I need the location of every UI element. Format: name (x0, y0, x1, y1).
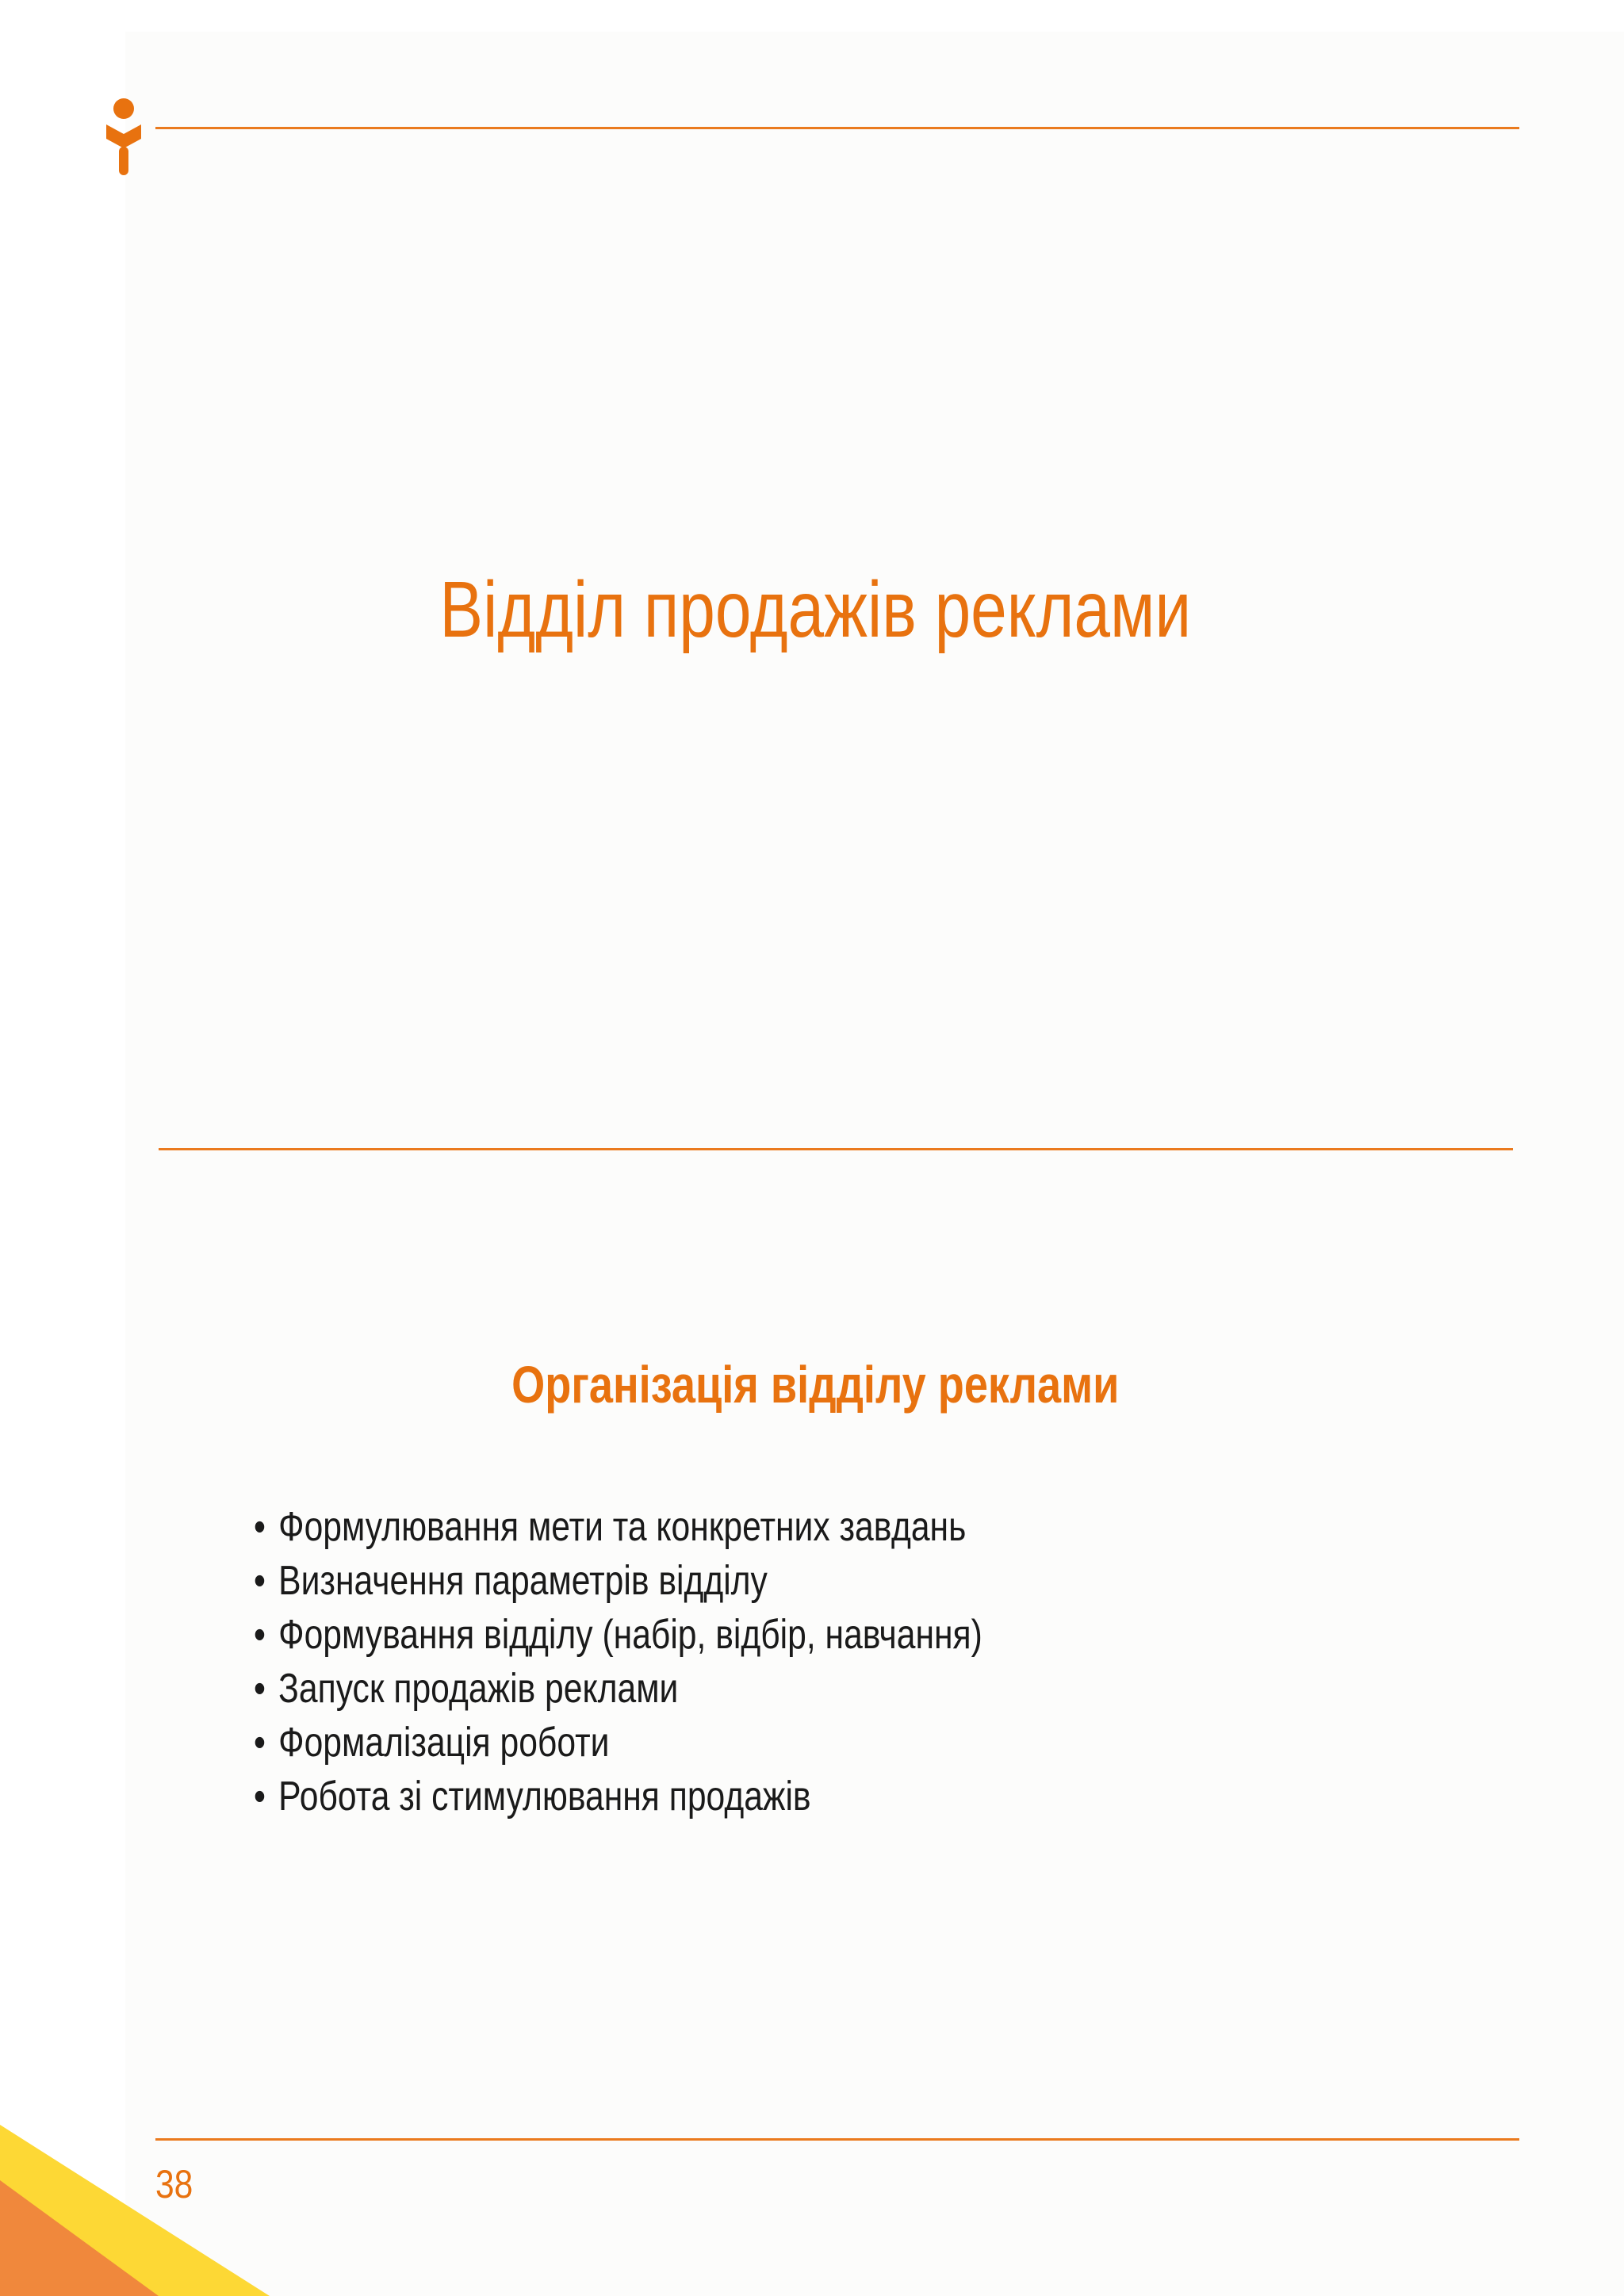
slide-title: Відділ продажів реклами (439, 565, 1192, 654)
bullet-marker: • (254, 1666, 266, 1712)
list-item-text: Формулювання мети та конкретних завдань (278, 1504, 967, 1550)
list-item-text: Робота зі стимулювання продажів (278, 1774, 811, 1820)
bullet-marker: • (254, 1720, 266, 1766)
list-item (254, 1662, 982, 1716)
header-divider (155, 127, 1519, 129)
list-item (254, 1716, 982, 1770)
slide-divider (159, 1148, 1513, 1150)
bullet-list (254, 1500, 982, 1823)
list-item-text: Запуск продажів реклами (278, 1666, 679, 1712)
list-item (254, 1770, 982, 1823)
page-background (125, 32, 1624, 2296)
list-item-text: Формування відділу (набір, відбір, навчання) (278, 1612, 982, 1658)
corner-decoration (0, 2125, 270, 2296)
bullet-marker: • (254, 1612, 266, 1658)
list-item-text: Визначення параметрів відділу (278, 1558, 768, 1604)
list-item (254, 1500, 982, 1554)
bullet-marker: • (254, 1504, 266, 1550)
section-heading: Організація відділу реклами (511, 1355, 1120, 1414)
person-reading-icon (105, 98, 142, 177)
page-number: 38 (155, 2162, 193, 2206)
list-item (254, 1608, 982, 1662)
bullet-marker: • (254, 1774, 266, 1820)
list-item-text: Формалізація роботи (278, 1720, 610, 1766)
footer-divider (155, 2138, 1519, 2141)
list-item (254, 1554, 982, 1608)
bullet-marker: • (254, 1558, 266, 1604)
